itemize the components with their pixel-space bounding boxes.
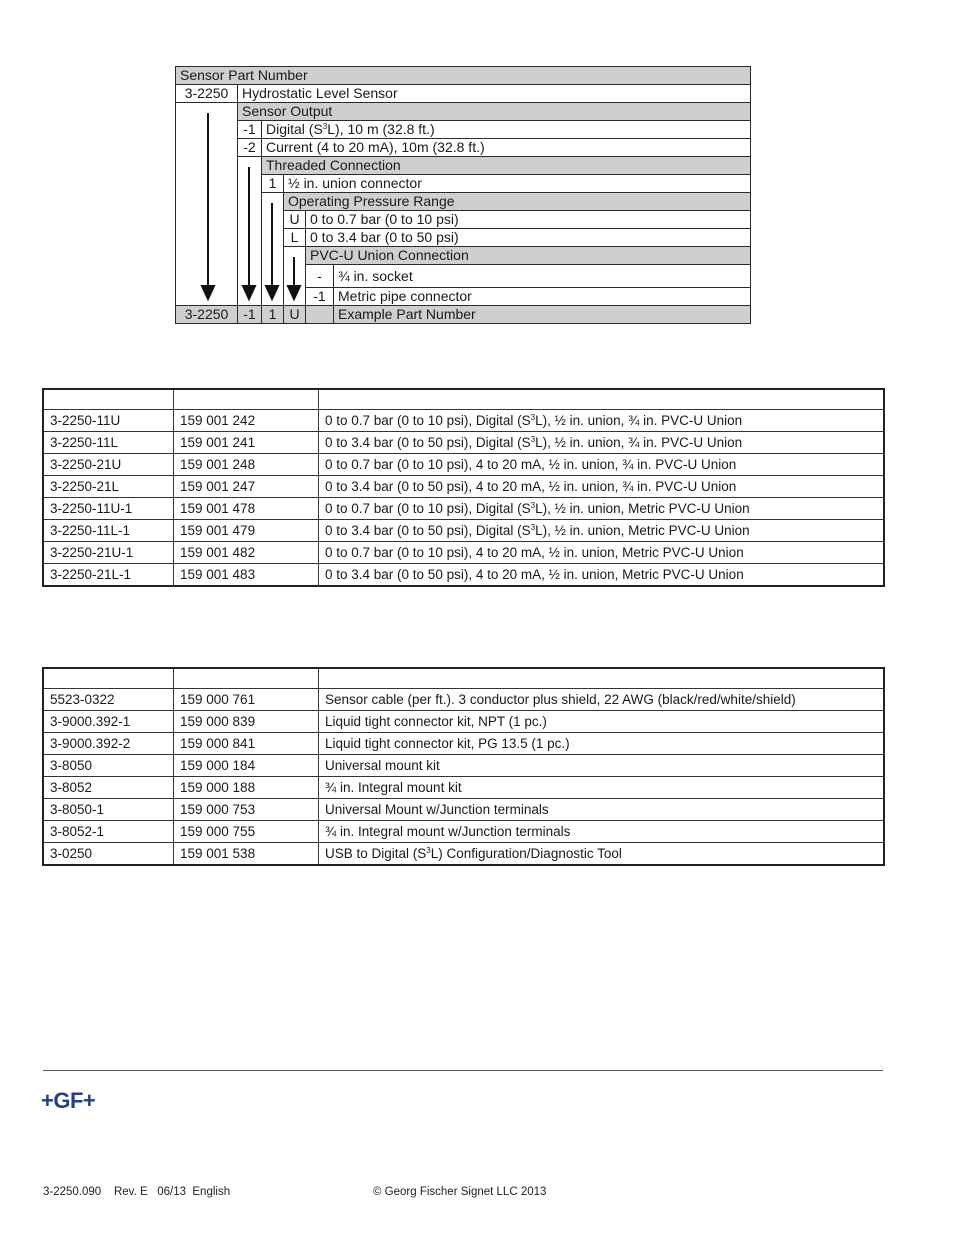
- table-row: [43, 432, 884, 454]
- description: 0 to 3.4 bar (0 to 50 psi), 4 to 20 mA, ½ in. union, Metric PVC-U Union: [319, 564, 885, 587]
- union-code: -: [305, 264, 334, 288]
- threaded-connection-title: Threaded Connection: [261, 156, 751, 175]
- example-label: Example Part Number: [333, 305, 751, 324]
- code: 159 000 839: [174, 711, 319, 733]
- example-pressure: U: [283, 305, 306, 324]
- code: 159 001 478: [174, 498, 319, 520]
- down-arrow-icon: [202, 286, 214, 299]
- part-number: 3-9000.392-2: [43, 733, 174, 755]
- table-row: [43, 520, 884, 542]
- table-row: [43, 711, 884, 733]
- description: Universal Mount w/Junction terminals: [319, 799, 885, 821]
- part-number: 3-2250-21L: [43, 476, 174, 498]
- table-row: [43, 821, 884, 843]
- gf-logo: +GF+: [41, 1088, 96, 1113]
- part-number: 3-2250-11L-1: [43, 520, 174, 542]
- code: 159 001 482: [174, 542, 319, 564]
- chart-header: Sensor Part Number: [175, 66, 751, 85]
- part-number: 3-2250-11U-1: [43, 498, 174, 520]
- output-description: Digital $(S^3L)$, 10 m (32.8 ft.): [261, 120, 751, 139]
- base-code: 3-2250: [175, 84, 238, 103]
- code: 159 000 761: [174, 689, 319, 711]
- description: 0 to 0.7 bar (0 to 10 psi), Digital $(S^3L)$, ½ in. union, Metric PVC-U Union: [319, 498, 885, 520]
- code: 159 001 479: [174, 520, 319, 542]
- description: Liquid tight connector kit, NPT (1 pc.): [319, 711, 885, 733]
- ordering-chart: [175, 66, 751, 324]
- description: ¾ in. Integral mount w/Junction terminals: [319, 821, 885, 843]
- code: 159 001 483: [174, 564, 319, 587]
- code: 159 001 248: [174, 454, 319, 476]
- pressure-description: 0 to 0.7 bar (0 to 10 psi): [305, 210, 751, 229]
- part-number: 3-8052-1: [43, 821, 174, 843]
- description: 0 to 0.7 bar (0 to 10 psi), 4 to 20 mA, ½ in. union, ¾ in. PVC-U Union: [319, 454, 885, 476]
- output-description: Current (4 to 20 mA), 10m (32.8 ft.): [261, 138, 751, 157]
- description: ¾ in. Integral mount kit: [319, 777, 885, 799]
- pressure-description: 0 to 3.4 bar (0 to 50 psi): [305, 228, 751, 247]
- pressure-code: L: [283, 228, 306, 247]
- footer-divider: [43, 1070, 883, 1071]
- description: 0 to 3.4 bar (0 to 50 psi), 4 to 20 mA, ½ in. union, ¾ in. PVC-U Union: [319, 476, 885, 498]
- code: 159 001 241: [174, 432, 319, 454]
- copyright: © Georg Fischer Signet LLC 2013: [373, 1186, 547, 1198]
- code: 159 000 753: [174, 799, 319, 821]
- union-connection-title: PVC-U Union Connection: [305, 246, 751, 265]
- threaded-code: 1: [261, 174, 284, 193]
- down-arrow-icon: [266, 286, 278, 299]
- example-base: 3-2250: [175, 305, 238, 324]
- part-number: 3-2250-11L: [43, 432, 174, 454]
- description: 0 to 0.7 bar (0 to 10 psi), 4 to 20 mA, ½ in. union, Metric PVC-U Union: [319, 542, 885, 564]
- part-number: 3-9000.392-1: [43, 711, 174, 733]
- code: 159 000 188: [174, 777, 319, 799]
- pressure-range-title: Operating Pressure Range: [283, 192, 751, 211]
- description: Liquid tight connector kit, PG 13.5 (1 pc.): [319, 733, 885, 755]
- base-description: Hydrostatic Level Sensor: [237, 84, 751, 103]
- example-output: -1: [237, 305, 262, 324]
- code: 159 001 538: [174, 843, 319, 866]
- code: 159 000 841: [174, 733, 319, 755]
- code: 159 001 247: [174, 476, 319, 498]
- code: 159 000 184: [174, 755, 319, 777]
- accessories-table: [42, 667, 885, 866]
- table-row: [43, 799, 884, 821]
- table-row: [43, 733, 884, 755]
- table-row: [43, 564, 884, 587]
- part-number: 3-2250-11U: [43, 410, 174, 432]
- code: 159 000 755: [174, 821, 319, 843]
- part-number: 3-2250-21L-1: [43, 564, 174, 587]
- description: 0 to 0.7 bar (0 to 10 psi), Digital $(S^3L)$, ½ in. union, ¾ in. PVC-U Union: [319, 410, 885, 432]
- code: 159 001 242: [174, 410, 319, 432]
- description: 0 to 3.4 bar (0 to 50 psi), Digital $(S^3L)$, ½ in. union, ¾ in. PVC-U Union: [319, 432, 885, 454]
- down-arrow-icon: [243, 286, 255, 299]
- part-number: 3-2250-21U: [43, 454, 174, 476]
- part-number: 3-8052: [43, 777, 174, 799]
- output-code: -2: [237, 138, 262, 157]
- output-code: -1: [237, 120, 262, 139]
- part-number: 5523-0322: [43, 689, 174, 711]
- table-row: [43, 755, 884, 777]
- example-threaded: 1: [261, 305, 284, 324]
- table-row: [43, 454, 884, 476]
- part-number: 3-8050: [43, 755, 174, 777]
- description: 0 to 3.4 bar (0 to 50 psi), Digital $(S^3L)$, ½ in. union, Metric PVC-U Union: [319, 520, 885, 542]
- table-header-row: [43, 668, 884, 689]
- table-row: [43, 689, 884, 711]
- union-description: ¾ in. socket: [333, 264, 751, 288]
- union-code: -1: [305, 287, 334, 306]
- description: USB to Digital $(S^3L)$ Configuration/Diagnostic Tool: [319, 843, 885, 866]
- pressure-code: U: [283, 210, 306, 229]
- description: Sensor cable (per ft.). 3 conductor plus shield, 22 AWG (black/red/white/shield): [319, 689, 885, 711]
- table-row: [43, 542, 884, 564]
- table-header-row: [43, 389, 884, 410]
- sensor-output-title: Sensor Output: [237, 102, 751, 121]
- table-row: [43, 777, 884, 799]
- union-description: Metric pipe connector: [333, 287, 751, 306]
- table-row: [43, 410, 884, 432]
- document-info: 3-2250.090 Rev. E 06/13 English: [43, 1186, 231, 1198]
- down-arrow-icon: [288, 286, 300, 299]
- part-number: 3-0250: [43, 843, 174, 866]
- description: Universal mount kit: [319, 755, 885, 777]
- part-number: 3-8050-1: [43, 799, 174, 821]
- table-row: [43, 498, 884, 520]
- arrows: [175, 66, 751, 324]
- table-row: [43, 476, 884, 498]
- sensor-parts-table: [42, 388, 885, 587]
- table-row: [43, 843, 884, 866]
- part-number: 3-2250-21U-1: [43, 542, 174, 564]
- threaded-description: ½ in. union connector: [283, 174, 751, 193]
